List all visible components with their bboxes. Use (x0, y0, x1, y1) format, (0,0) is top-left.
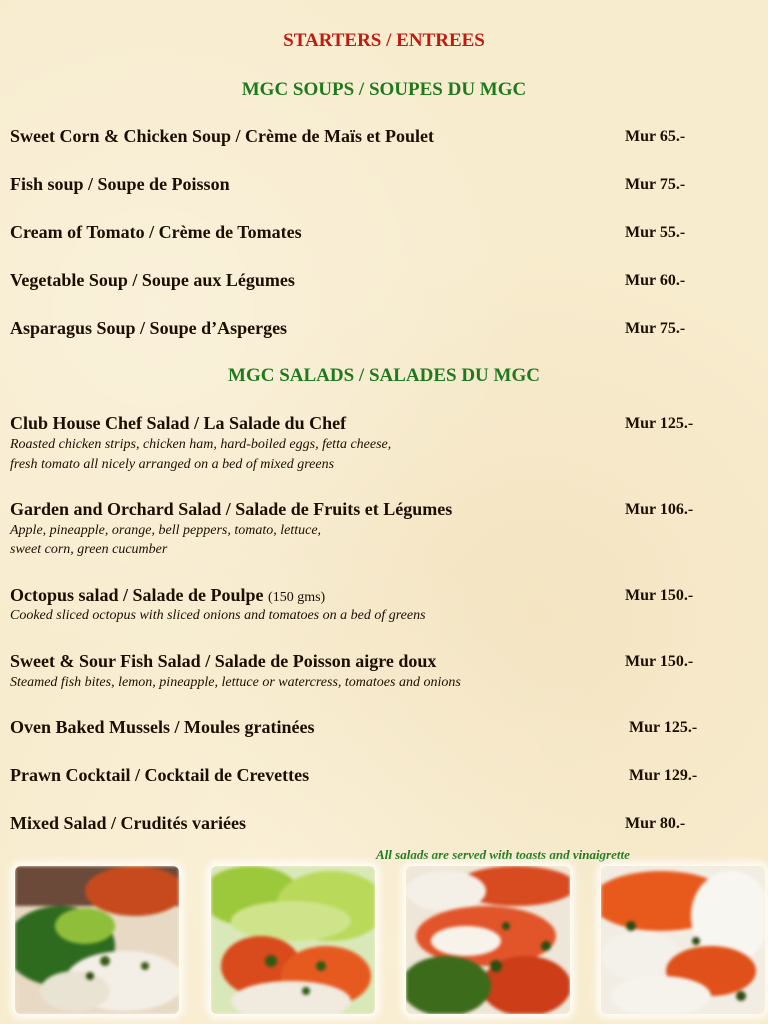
salad-item-name: Sweet & Sour Fish Salad / Salade de Poisson aigre doux (10, 651, 437, 671)
soup-item-price: Mur 55.- (625, 224, 686, 241)
salad-item-description: Cooked sliced octopus with sliced onions and tomatoes on a bed of greens (10, 608, 426, 623)
salad-item-name (10, 585, 325, 606)
salad-item-price: Mur 80.- (625, 815, 686, 832)
salads-footnote: All salads are served with toasts and vinaigrette (376, 847, 630, 862)
salad-photo-1 (15, 866, 179, 1014)
soups-heading: MGC SOUPS / SOUPES DU MGC (241, 79, 527, 100)
salad-item-name: Prawn Cocktail / Cocktail de Crevettes (10, 765, 310, 785)
salad-item-weight-note: (150 gms) (268, 590, 326, 605)
salad-item-price: Mur 150.- (625, 653, 694, 670)
soup-item-price: Mur 60.- (625, 272, 686, 289)
salads-heading: MGC SALADS / SALADES DU MGC (228, 365, 540, 386)
salad-item-price: Mur 150.- (625, 587, 694, 604)
salad-item-name: Mixed Salad / Crudités variées (10, 813, 246, 833)
salad-item-description: Apple, pineapple, orange, bell peppers, tomato, lettuce, (10, 523, 322, 538)
salad-item-description: Roasted chicken strips, chicken ham, hard-boiled eggs, fetta cheese, (10, 437, 392, 452)
soup-item-price: Mur 75.- (625, 320, 686, 337)
salad-item-price: Mur 129.- (629, 767, 698, 784)
soup-item-name: Fish soup / Soupe de Poisson (10, 174, 230, 194)
soup-item-name: Cream of Tomato / Crème de Tomates (10, 222, 302, 242)
salad-item-price: Mur 106.- (625, 501, 694, 518)
salad-item-description: Steamed fish bites, lemon, pineapple, lettuce or watercress, tomatoes and onions (10, 675, 461, 690)
soup-item-name: Asparagus Soup / Soupe d’Asperges (10, 318, 288, 338)
soup-item-price: Mur 65.- (625, 128, 686, 145)
salad-item-name: Garden and Orchard Salad / Salade de Fruits et Légumes (10, 499, 453, 519)
salad-item-description: sweet corn, green cucumber (10, 542, 168, 557)
menu-title: STARTERS / ENTREES (283, 30, 485, 51)
salad-photo-3 (406, 866, 570, 1014)
salad-item-price: Mur 125.- (629, 719, 698, 736)
soup-item-price: Mur 75.- (625, 176, 686, 193)
salad-item-name: Club House Chef Salad / La Salade du Chef (10, 413, 347, 433)
soup-item-name: Sweet Corn & Chicken Soup / Crème de Maïs et Poulet (10, 126, 434, 146)
soup-item-name: Vegetable Soup / Soupe aux Légumes (10, 270, 295, 290)
salad-item-name: Oven Baked Mussels / Moules gratinées (10, 717, 315, 737)
salad-photo-4 (601, 866, 765, 1014)
salad-item-name-text: Octopus salad / Salade de Poulpe (10, 585, 264, 605)
salad-photo-2 (211, 866, 375, 1014)
salad-item-description: fresh tomato all nicely arranged on a bed of mixed greens (10, 457, 335, 472)
salad-item-price: Mur 125.- (625, 415, 694, 432)
